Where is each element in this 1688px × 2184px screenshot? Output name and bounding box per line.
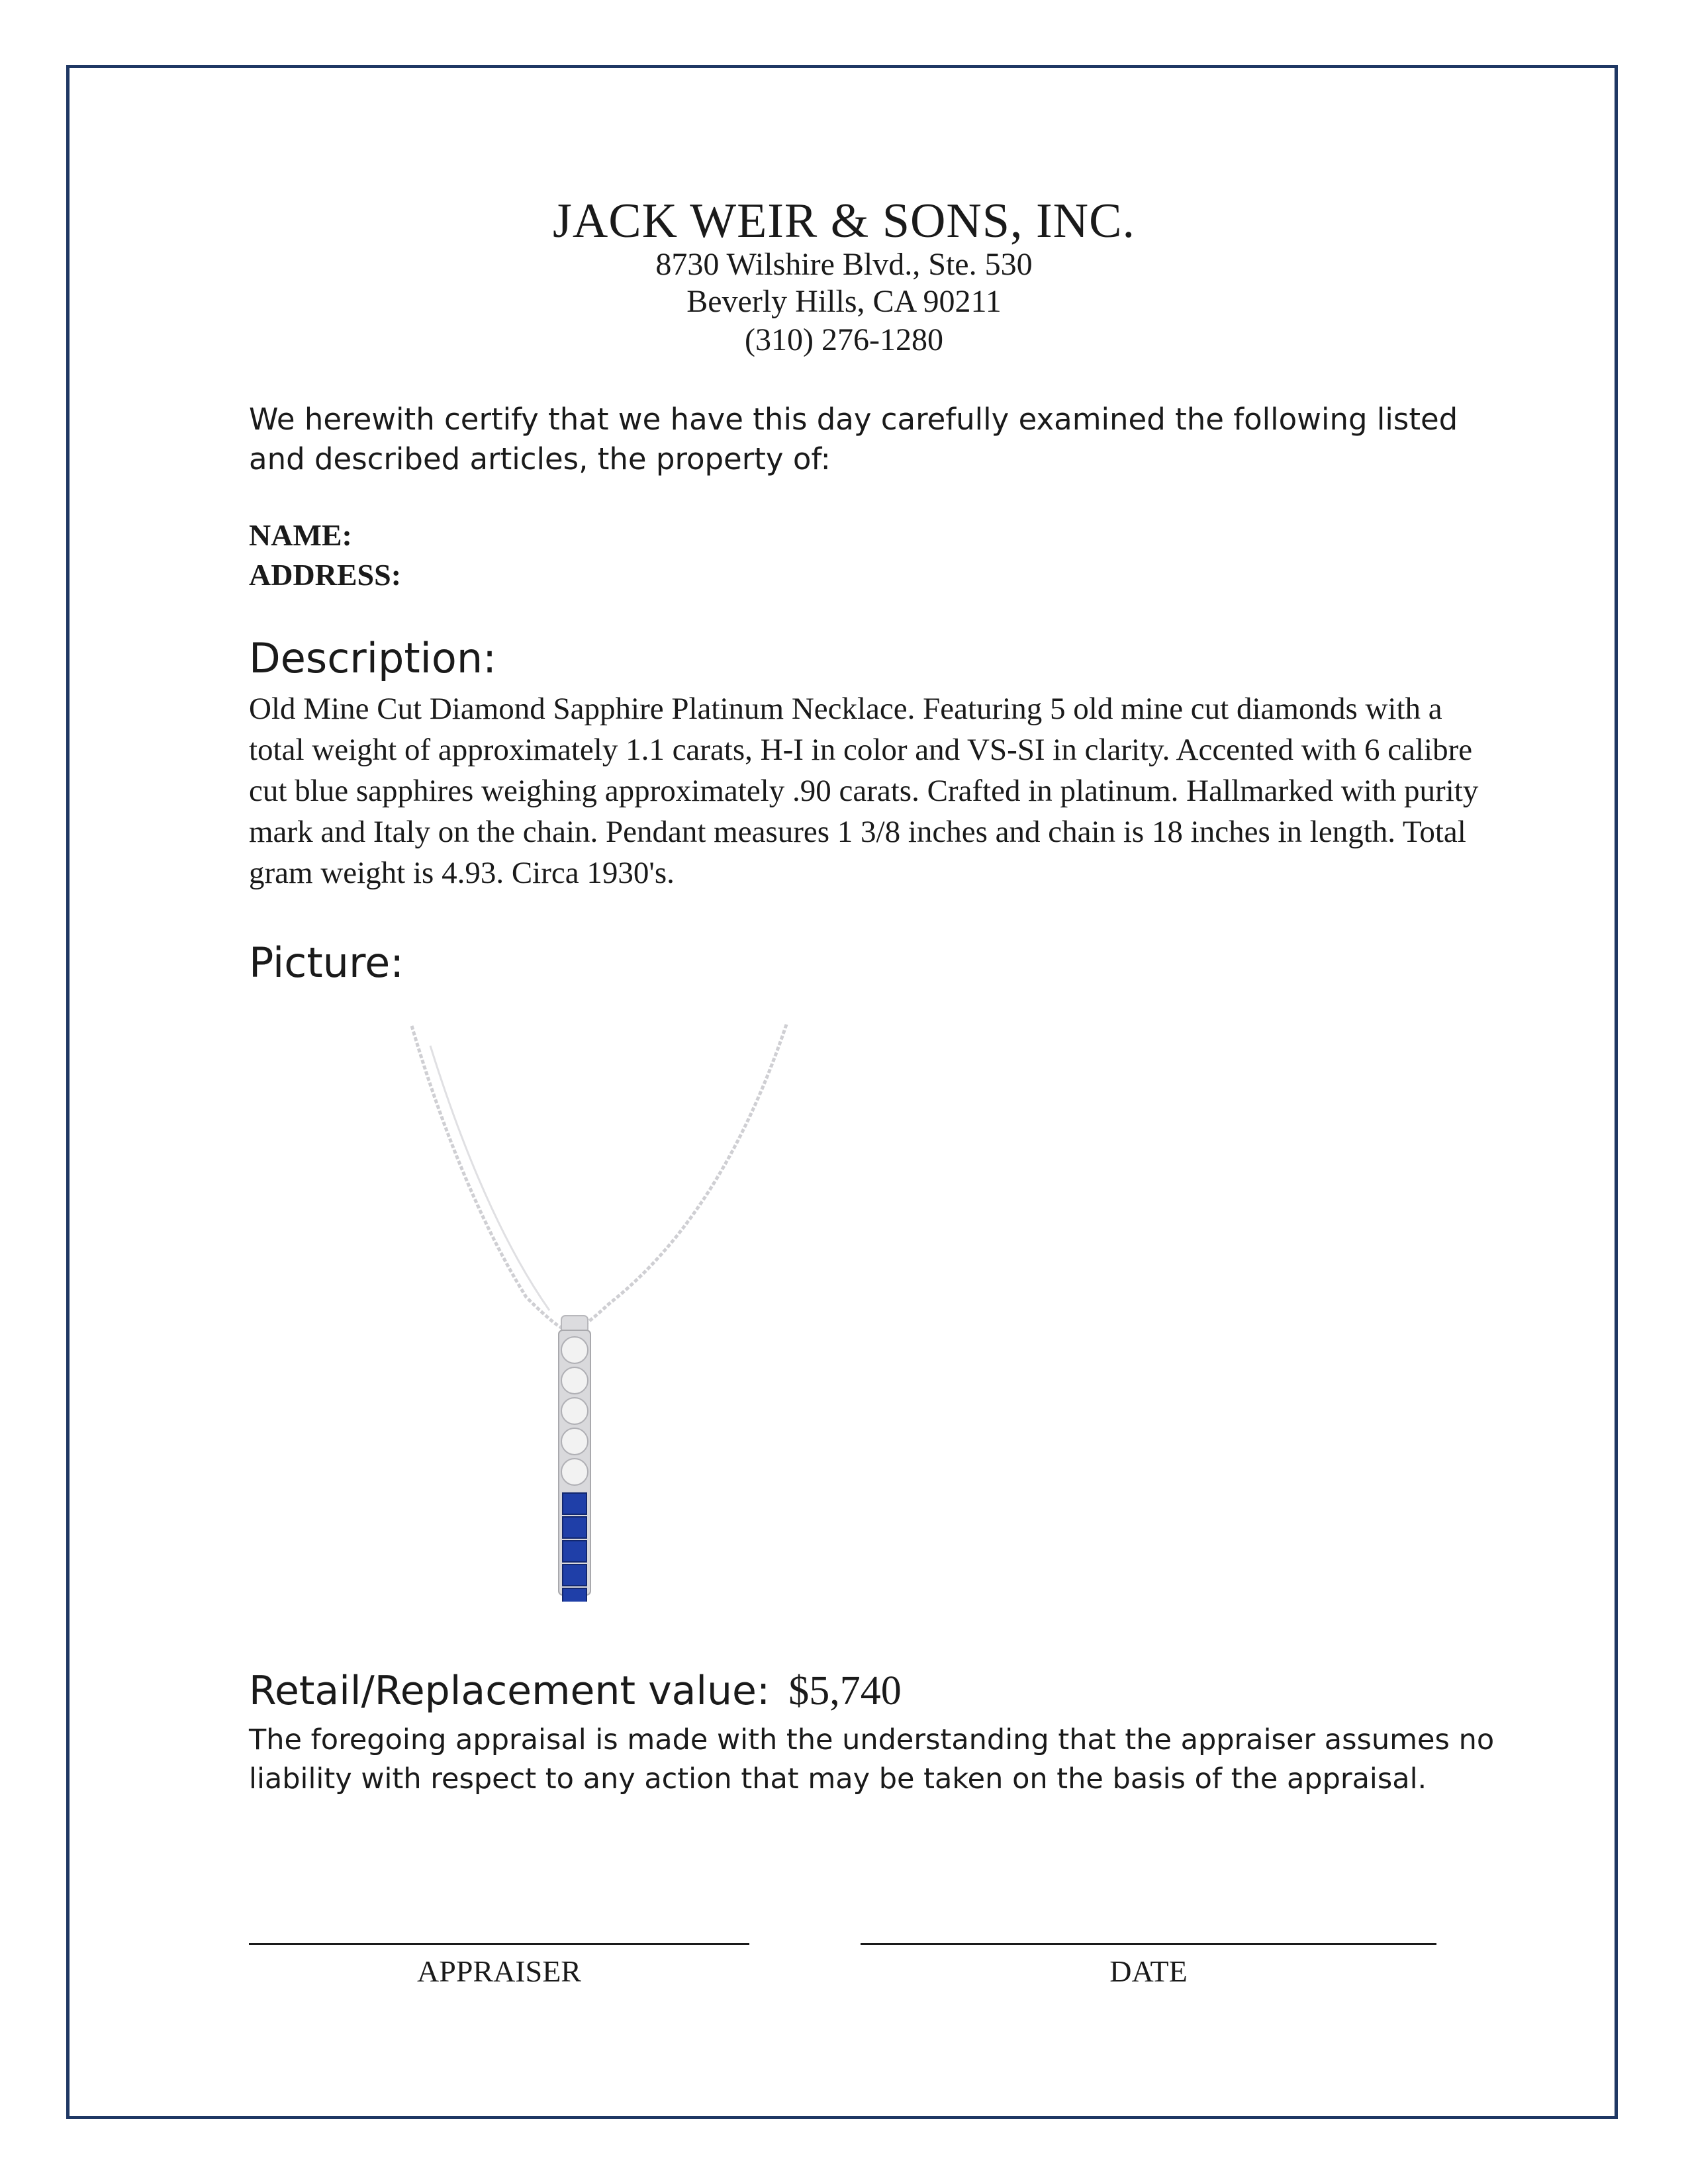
chain-inner-left <box>430 1046 549 1310</box>
date-label: DATE <box>1109 1954 1188 1988</box>
diamond-stone <box>561 1459 588 1485</box>
picture-heading: Picture: <box>249 938 404 987</box>
necklace-photo <box>410 1019 794 1602</box>
sapphire-stone <box>563 1541 586 1562</box>
disclaimer-text: The foregoing appraisal is made with the understanding that the appraiser assumes no liability with respect to any action that may be taken on the basis of the appraisal. <box>249 1723 1495 1796</box>
pendant-stones <box>561 1337 588 1602</box>
phone-number: (310) 276-1280 <box>745 322 943 357</box>
description-text: Old Mine Cut Diamond Sapphire Platinum Necklace. Featuring 5 old mine cut diamonds with a total weight of approximately 1.1 carats, H-I in color and VS-SI in clarity. Accented with 6 calibre cut blue sapphires weighing approximately .90 carats. Crafted in platinum. Hallmarked with purity mark and Italy on the chain. Pendant measures 1 3/8 inches and chain is 18 inches in length. Total gram weight is 4.93. Circa 1930's. <box>249 692 1479 890</box>
name-label: NAME: <box>249 518 352 552</box>
address-line-2: Beverly Hills, CA 90211 <box>686 284 1002 319</box>
address-line-1: 8730 Wilshire Blvd., Ste. 530 <box>655 247 1033 282</box>
sapphire-stone <box>563 1588 586 1602</box>
certification-intro: We herewith certify that we have this day carefully examined the following listed and described articles, the property of: <box>249 402 1458 477</box>
page-border <box>66 65 1618 2119</box>
description-heading: Description: <box>249 634 496 682</box>
sapphire-stone <box>563 1493 586 1514</box>
diamond-stone <box>561 1398 588 1424</box>
chain-right <box>577 1024 786 1329</box>
chain-left <box>412 1026 568 1330</box>
appraiser-label: APPRAISER <box>417 1954 581 1988</box>
valuation-amount: $5,740 <box>788 1668 902 1713</box>
diamond-stone <box>561 1428 588 1455</box>
date-signature-line <box>861 1943 1436 1945</box>
sapphire-stone <box>563 1565 586 1586</box>
diamond-stone <box>561 1367 588 1394</box>
valuation-label: Retail/Replacement value: <box>249 1668 771 1714</box>
address-label: ADDRESS: <box>249 558 402 592</box>
valuation-line <box>249 1668 902 1715</box>
company-name: JACK WEIR & SONS, INC. <box>553 194 1135 248</box>
diamond-stone <box>561 1337 588 1363</box>
sapphire-stone <box>563 1517 586 1538</box>
appraiser-signature-line <box>249 1943 749 1945</box>
